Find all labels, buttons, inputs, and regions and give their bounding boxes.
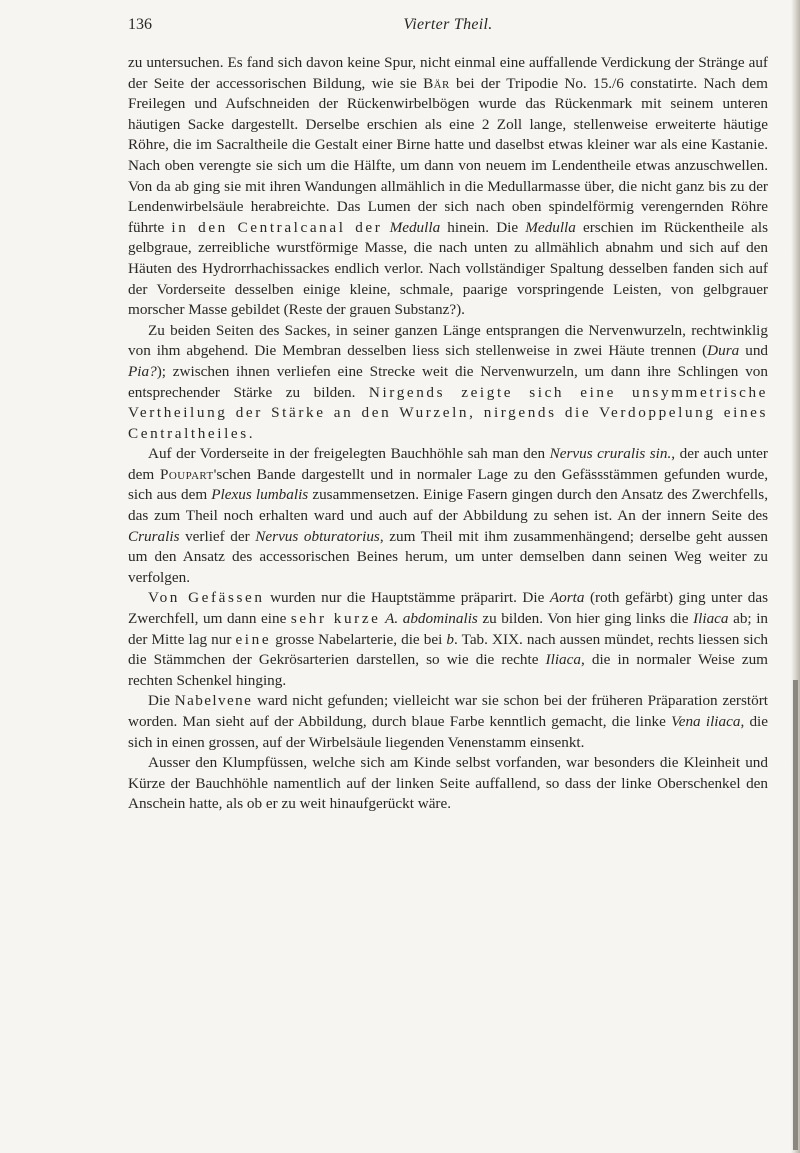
text-run: zusammensetzen. Einige Fasern gingen durch den Ansatz des Zwerchfells, das zum Theil noch erhalten ward und auch auf der Abbildung zu sehen ist. An der innern Seite des <box>128 486 768 525</box>
binding-edge-mark <box>793 680 798 1150</box>
italic-term: Medulla <box>389 218 441 236</box>
italic-term: Nervus cruralis sin. <box>549 445 672 463</box>
text-run: wurden nur die Hauptstämme präparirt. Die <box>264 589 550 607</box>
italic-term: b <box>446 630 454 648</box>
text-run: , die in normaler Weise zum rechten Schenkel hinging. <box>128 651 768 689</box>
italic-term: Dura <box>707 342 740 360</box>
text-run: hinein. Die <box>440 218 526 236</box>
text-run <box>382 219 389 236</box>
text-run: , die sich in einen grossen, auf der Wirbelsäule liegenden Venenstamm einsenkt. <box>128 713 769 751</box>
text-run: , zum Theil mit ihm zusammenhängend; derselbe geht aussen um den Ansatz des accessorischen Beines herum, um unter demselben dann seinen Weg weiter zu verfolgen. <box>128 527 768 586</box>
text-run: , der auch unter dem <box>128 445 768 483</box>
text-run: und <box>739 342 769 360</box>
paragraph <box>128 321 768 445</box>
italic-term: Iliaca <box>693 610 729 628</box>
text-run: grosse Nabelarterie, die bei <box>271 630 447 648</box>
spaced-emphasis: sehr kurze <box>290 610 381 628</box>
text-run: Ausser den Klumpfüssen, welche sich am Kinde selbst vorfanden, war besonders die Kleinheit und Kürze der Bauchhöhle namentlich auf der linken Seite auffallend, so dass der linke Oberschenkel den Anschein hatte, als ob er zu weit hinaufgerückt wäre. <box>128 754 768 813</box>
text-run: 'schen Bande dargestellt und in normaler Lage zu den Gefässstämmen gefunden wurde, sich aus dem <box>128 465 768 504</box>
spaced-emphasis: in den Centralcanal der <box>171 218 383 236</box>
text-run: erschien im Rückentheile als gelbgraue, zerreibliche wurstförmige Masse, die nach unten zu allmählich abnahm und sich auf den Häuten des Hydrorrhachissackes endlich verlor. Nach vollständiger Spaltung desselben fanden sich auf der Vorderseite desselben einige kleine, schmale, paarige vorspringende Leisten, von gelbgrauer morscher Masse gebildet (Reste der grauen Substanz?). <box>128 218 768 319</box>
paragraph <box>128 753 768 815</box>
spaced-emphasis: eine <box>235 630 272 648</box>
author-name: Bär <box>423 74 450 92</box>
italic-term: Iliaca <box>545 651 581 669</box>
italic-term: Nervus obturatorius <box>255 527 380 545</box>
italic-term: Vena iliaca <box>671 713 741 730</box>
italic-term: Plexus lumbalis <box>211 486 309 504</box>
text-run: ab; in der Mitte lag nur <box>128 610 769 648</box>
text-run: (roth gefärbt) ging unter das Zwerchfell, um dann eine <box>128 589 768 628</box>
text-run: Auf der Vorderseite in der freigelegten Bauchhöhle sah man den <box>148 445 550 463</box>
paragraph <box>128 53 768 321</box>
italic-term: Medulla <box>525 218 576 236</box>
body-text <box>128 53 768 815</box>
spaced-emphasis: Nirgends zeigte sich eine unsymmetrische Vertheilung der Stärke an den Wurzeln, nirgends die Verdoppelung eines Centraltheiles. <box>128 383 768 442</box>
italic-term: Cruralis <box>128 527 180 545</box>
text-run: ); zwischen ihnen verliefen eine Strecke weit die Nervenwurzeln, um dann ihre Schlingen von entsprechender Stärke zu bilden. <box>128 362 768 401</box>
author-name: Poupart <box>160 465 214 483</box>
paragraph <box>128 588 768 691</box>
italic-term: Aorta <box>549 589 585 607</box>
page-header <box>128 16 768 38</box>
text-run: Die <box>148 692 175 710</box>
text-run: Zu beiden Seiten des Sackes, in seiner ganzen Länge entsprangen die Nervenwurzeln, rechtwinklig von ihm abgehend. Die Membran desselben liess sich stellenweise in zwei Häute trennen ( <box>128 321 768 360</box>
spaced-emphasis: Von Gefässen <box>148 589 265 607</box>
italic-term: Pia? <box>128 362 157 380</box>
text-run: zu bilden. Von hier ging links die <box>477 610 694 628</box>
text-run: ward nicht gefunden; vielleicht war sie schon bei der früheren Präparation zerstört worden. Man sieht auf der Abbildung, durch blaue Farbe kenntlich gemacht, die linke <box>128 692 768 730</box>
running-title: Vierter Theil. <box>403 16 493 33</box>
text-run: . Tab. XIX. nach aussen mündet, rechts liessen sich die Stämmchen der Gekrösarterien darstellen, so wie die rechte <box>128 630 768 669</box>
paragraph <box>128 444 768 588</box>
spaced-emphasis: Nabelvene <box>174 692 253 710</box>
italic-term: A. abdominalis <box>385 610 478 628</box>
text-run: zu untersuchen. Es fand sich davon keine Spur, nicht einmal eine auffallende Verdickung der Stränge auf der Seite der accessorischen Bildung, wie sie <box>128 54 768 92</box>
page-number: 136 <box>128 16 152 33</box>
text-run: bei der Tripodie No. 15./6 constatirte. Nach dem Freilegen und Aufschneiden der Rückenwirbelbögen wurde das Rückenmark mit seinem unteren häutigen Sacke dargestellt. Derselbe erschien als eine 2 Zoll lange, stellenweise erweiterte häutige Röhre, die im Sacraltheile die Gestalt einer Birne hatte und daselbst etwas kleiner war als eine Kastanie. Nach oben verengte sie sich um die Hälfte, um dann von neuem im Lendentheile etwas anzuschwellen. Von da ab ging sie mit ihren Wandungen allmählich in die Medullarmasse über, die nicht ganz bis zu der Lendenwirbelsäule herabreichte. Das Lumen der sich nach oben spindelförmig verengernden Röhre führte <box>128 74 768 236</box>
paragraph <box>128 691 768 753</box>
text-run: verlief der <box>179 527 256 545</box>
